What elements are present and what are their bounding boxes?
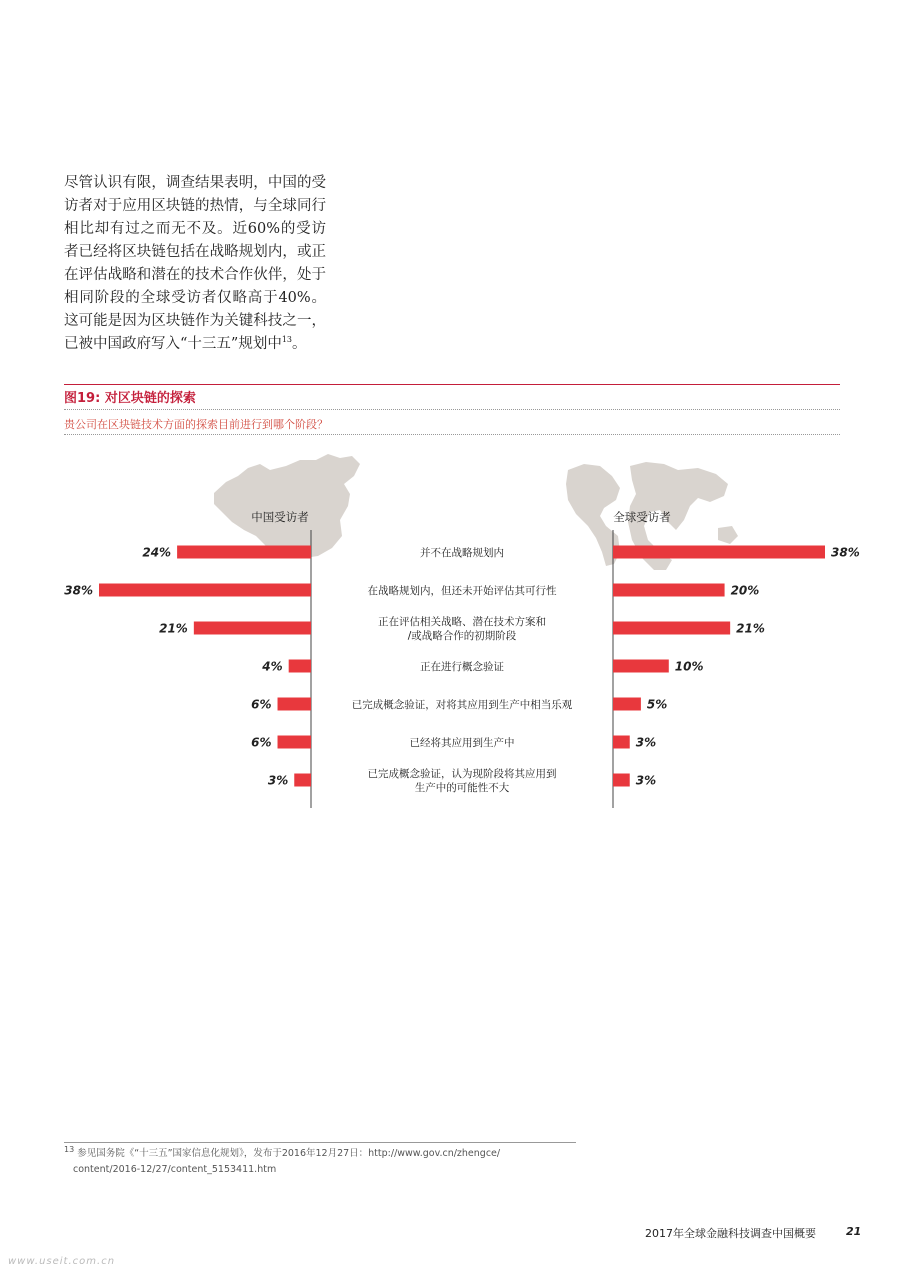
china-bar — [289, 660, 311, 673]
category-label: 正在进行概念验证 — [420, 661, 504, 673]
global-bar — [613, 546, 825, 559]
footnote-number: 13 — [64, 1144, 75, 1154]
china-map-icon — [214, 454, 360, 558]
china-bar — [294, 774, 311, 787]
global-bar — [613, 736, 630, 749]
body-text: 尽管认识有限，调查结果表明，中国的受访者对于应用区块链的热情，与全球同行相比却有过之而无不及。近60%的受访者已经将区块链包括在战略规划内，或正在评估战略和潜在的技术合作伙伴，处于相同阶段的全球受访者仅略高于40%。这可能是因为区块链作为关键科技之一，已被中国政府写入“十三五”规划中 — [64, 175, 326, 352]
china-bar — [99, 584, 311, 597]
report-title-footer: 2017年全球金融科技调查中国概要 — [645, 1227, 816, 1240]
china-data-label: 3% — [267, 773, 289, 788]
global-bar — [613, 622, 730, 635]
china-bar — [278, 736, 311, 749]
category-label: 正在评估相关战略、潜在技术方案和 — [378, 616, 546, 628]
figure-subtitle: 贵公司在区块链技术方面的探索目前进行到哪个阶段？ — [64, 418, 328, 431]
china-data-label: 38% — [64, 583, 93, 598]
global-data-label: 38% — [831, 545, 860, 560]
china-bar — [177, 546, 311, 559]
global-data-label: 5% — [646, 697, 668, 712]
category-label: 已完成概念验证，对将其应用到生产中相当乐观 — [351, 699, 573, 711]
footnote-line-1: 参见国务院《“十三五”国家信息化规划》，发布于2016年12月27日：http://www.gov.cn/zhengce/ — [77, 1148, 501, 1159]
category-label: /或战略合作的初期阶段 — [407, 630, 517, 642]
global-bar — [613, 774, 630, 787]
category-label: 已完成概念验证，认为现阶段将其应用到 — [367, 768, 557, 780]
global-data-label: 20% — [730, 583, 760, 598]
figure-title: 图19: 对区块链的探索 — [64, 391, 196, 406]
china-data-label: 24% — [142, 545, 172, 560]
global-bar — [613, 660, 669, 673]
footnote — [64, 1146, 584, 1178]
global-bar — [613, 698, 641, 711]
legend-global: 全球受访者 — [613, 510, 671, 524]
china-data-label: 6% — [251, 735, 272, 750]
category-label: 生产中的可能性不大 — [414, 782, 510, 794]
global-data-label: 21% — [736, 621, 765, 636]
category-label: 在战略规划内，但还未开始评估其可行性 — [367, 585, 557, 597]
footnote-line-2: content/2016-12/27/content_5153411.htm — [73, 1164, 277, 1175]
page-number: 21 — [846, 1225, 862, 1238]
category-label: 已经将其应用到生产中 — [409, 737, 515, 749]
china-data-label: 21% — [159, 621, 188, 636]
china-data-label: 6% — [251, 697, 272, 712]
figure-title-divider — [64, 409, 840, 410]
global-data-label: 10% — [674, 659, 704, 674]
category-label: 并不在战略规划内 — [420, 547, 504, 559]
global-bar — [613, 584, 725, 597]
footnote-rule — [64, 1142, 576, 1143]
china-data-label: 4% — [262, 659, 283, 674]
footnote-reference: 13 — [281, 335, 293, 345]
global-data-label: 3% — [635, 773, 657, 788]
watermark: www.useit.com.cn — [8, 1256, 116, 1267]
figure-top-rule — [64, 384, 840, 385]
body-paragraph: 尽管认识有限，调查结果表明，中国的受访者对于应用区块链的热情，与全球同行相比却有过之而无不及。近60%的受访者已经将区块链包括在战略规划内，或正在评估战略和潜在的技术合作伙伴，处于相同阶段的全球受访者仅略高于40%。这可能是因为区块链作为关键科技之一，已被中国政府写入“十三五”规划中$^{13}$。 — [64, 175, 326, 352]
china-bar — [278, 698, 311, 711]
global-data-label: 3% — [635, 735, 657, 750]
china-bar — [194, 622, 311, 635]
blockchain-exploration-chart — [0, 440, 905, 820]
legend-china: 中国受访者 — [251, 510, 309, 524]
figure-subtitle-divider — [64, 434, 840, 435]
